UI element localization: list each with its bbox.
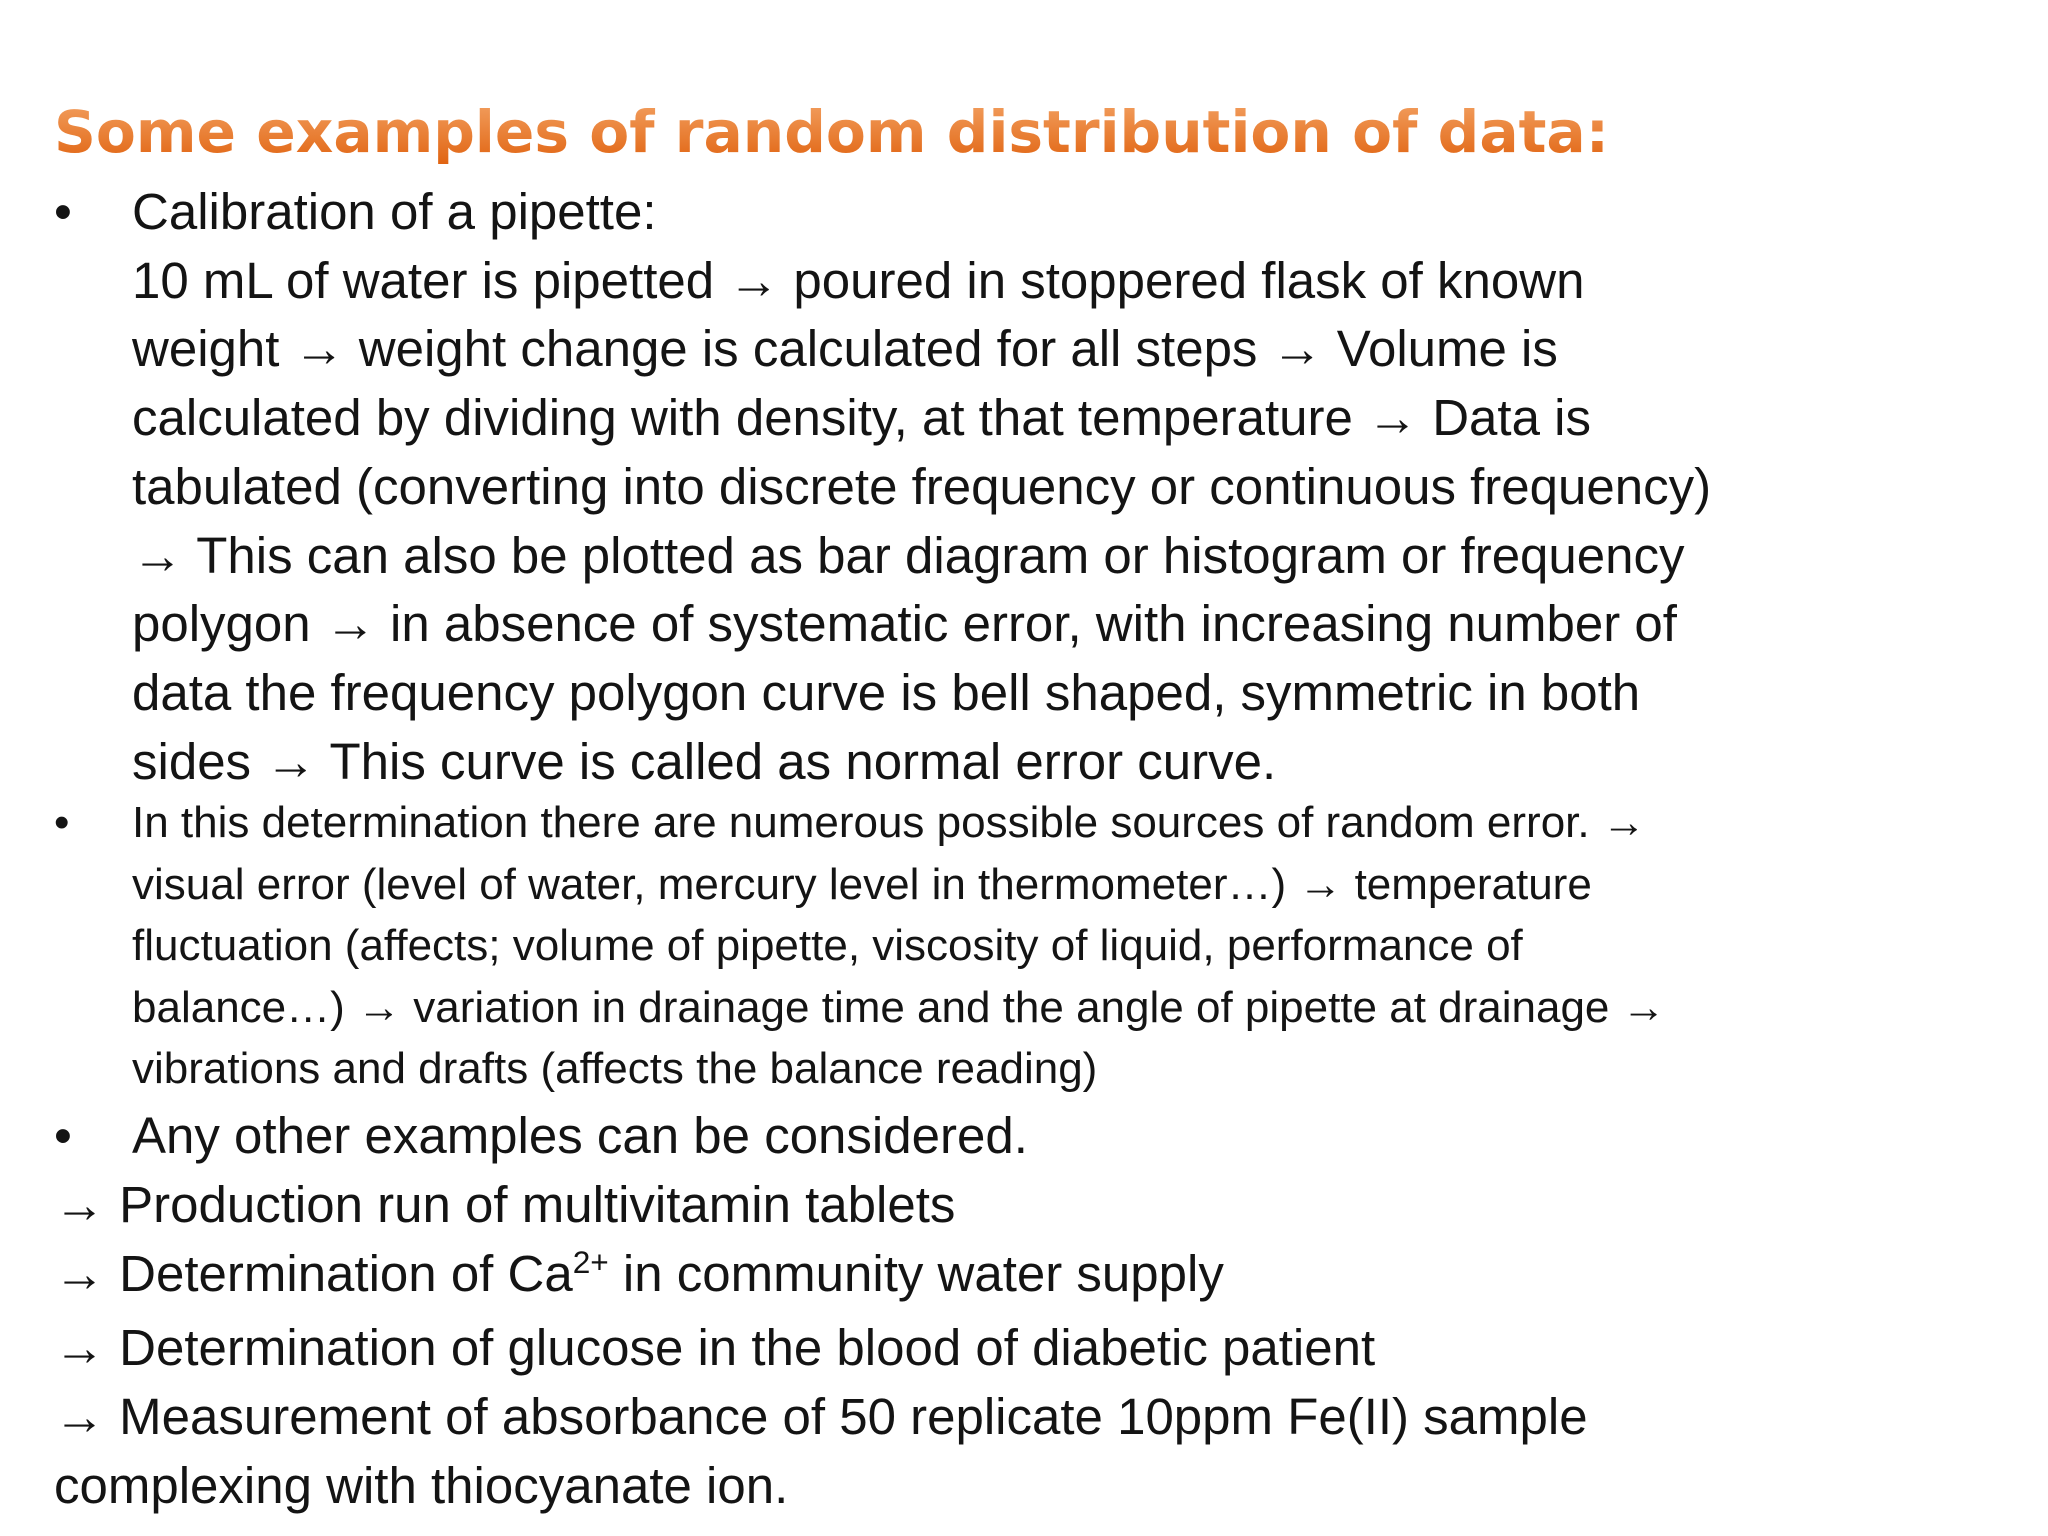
bullet-dot: •: [54, 1107, 72, 1164]
example-text: → Determination of Ca: [54, 1244, 573, 1302]
example-item: complexing with thiocyanate ion.: [54, 1456, 789, 1514]
example-item: [54, 1240, 1954, 1315]
bullet-line: calculated by dividing with density, at that temperature → Data is: [132, 389, 1591, 447]
bullet-line: balance…) → variation in drainage time and the angle of pipette at drainage →: [132, 982, 1666, 1032]
slide-title: [54, 90, 1754, 190]
bullet-line: polygon → in absence of systematic error, with increasing number of: [132, 595, 1677, 653]
bullet-line: tabulated (converting into discrete frequency or continuous frequency): [132, 457, 1712, 515]
bullet-line: weight → weight change is calculated for all steps → Volume is: [132, 320, 1558, 378]
example-item: → Determination of glucose in the blood of diabetic patient: [54, 1319, 1376, 1377]
bullet-line: In this determination there are numerous possible sources of random error. →: [132, 798, 1646, 847]
bullet-line: sides → This curve is called as normal error curve.: [132, 732, 1277, 790]
bullet-dot: •: [54, 798, 70, 847]
bullet-line: fluctuation (affects; volume of pipette, viscosity of liquid, performance of: [132, 921, 1523, 970]
bullet-dot: •: [54, 183, 72, 240]
bullet-line: Calibration of a pipette:: [132, 183, 657, 240]
bullet-other-examples-text: [132, 1102, 2002, 1171]
bullet-calibration-text: [132, 178, 2002, 796]
bullet-line: 10 mL of water is pipetted → poured in stoppered flask of known: [132, 251, 1585, 309]
example-item: → Production run of multivitamin tablets: [54, 1176, 956, 1233]
bullet-line: vibrations and drafts (affects the balance reading): [132, 1044, 1098, 1093]
slide-title-text: Some examples of random distribution of data:: [54, 98, 1609, 166]
bullet-line: visual error (level of water, mercury level in thermometer…) → temperature: [132, 859, 1592, 909]
bullet-line: Any other examples can be considered.: [132, 1107, 1028, 1164]
superscript-charge: 2+: [572, 1244, 609, 1281]
example-item: → Measurement of absorbance of 50 replicate 10ppm Fe(II) sample: [54, 1388, 1588, 1446]
bullet-random-error-text: [132, 792, 2002, 1100]
bullet-line: → This can also be plotted as bar diagram or histogram or frequency: [132, 526, 1685, 584]
examples-list: [54, 1171, 1954, 1521]
example-text: in community water supply: [608, 1244, 1224, 1302]
bullet-line: data the frequency polygon curve is bell shaped, symmetric in both: [132, 663, 1641, 721]
